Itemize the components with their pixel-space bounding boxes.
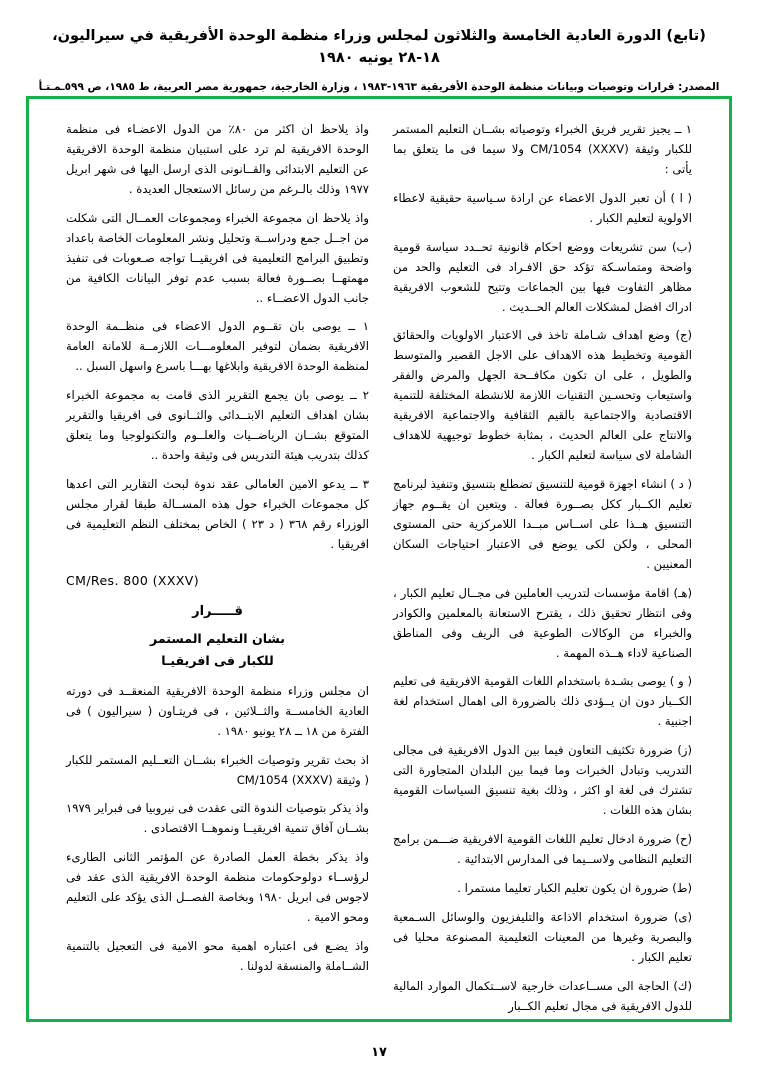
paragraph: واذ يضـع فى اعتباره اهمية محو الامية فى التعجيل بالتنمية الشــاملة والمنسقة لدولنا . [66,939,369,973]
page-number: ١٧ [371,1045,387,1060]
paragraph: واذ يذكر بتوصيات الندوة التى عقدت فى نيروبيا فى فبراير ١٩٧٩ بشــان آفاق تنمية افريقيــا ونموهــا الاقتصادى . [66,801,369,836]
paragraph: ١ ــ يجيز تقرير فريق الخبراء وتوصياته بشــان التعليم المستمر للكبار وثيقة (CM/1054 (XXXV ولا سيما فى ما يتعلق بما يأتى : [393,122,693,176]
content-columns [34,104,724,1014]
resolution-subtitle-line-2: للكبار فى افريقيـا [161,652,274,668]
paragraph: (ب) سن تشريعات ووضع احكام قانونية تحــدد سياسة قومية واضحة ومتماسـكة تؤكد حق الافـراد فى التعليم والحد من مظاهر التفاوت فيها بين الجماعات وتتيح للشعوب الافريقية ادراك افضل لمشكلات العالم الحــديث . [393,239,692,314]
resolution-heading: قـــــرار [192,603,243,619]
paragraph: واذ يلاحظ ان اكثر من ٨٠٪ من الدول الاعضـاء فى منظمة الوحدة الافريقية لم ترد على استبيان منظمة الوحدة الافريقية عن التعليم الابتدائى والقــانونى الذى ارسل اليها فى شهر ابريل ١٩٧٧ وذلك بالـرغم من رسائل الاستعجال العديدة . [66,122,369,196]
paragraph: ( و ) يوصى بشـدة باستخدام اللغات القومية الافريقية فى تعليم الكــبار دون ان يــؤدى ذلك بالضرورة الى اهمال استخدام لغة اجنبية . [393,674,692,729]
paragraph: ٣ ــ يدعو الامين العامالى عقد ندوة لبحث التقارير التى اعدها كل مجموعات الخبراء حول هذه المســالة طبقا لقرار مجلس الوزراء رقم ٣٦٨ ( د ٢٣ ) الخاص بمختلف النظم التعليمية فى افريقيا . [66,477,369,551]
page-header [0,0,758,95]
paragraph: (ط) ضرورة ان يكون تعليم الكبار تعليما مستمرا . [457,880,692,895]
resolution-subtitle-line-1: بشان التعليم المستمر [150,630,285,646]
paragraph: (ز) ضرورة تكثيف التعاون فيما بين الدول الافريقية فى مجالى التدريب وتبادل الخبرات وما فيما بين البلدان المتجاورة التى تشترك فى لغة او اكثر ، وذلك بغية تنسيق السياسات القومية بشان هذه اللغات . [393,743,692,818]
source-line: المصدر: قرارات وتوصيات وبيانات منظمة الوحدة الأفريقية ١٩٦٣-١٩٨٣ ، وزارة الخارجية، جمهورية مصر العربية، ط ١٩٨٥، ص ٥٩٩ـمـتـأ [38,80,720,93]
left-column [52,118,379,1000]
paragraph: واذ يلاحظ ان مجموعة الخبراء ومجموعات العمــال التى شكلت من اجــل جمع ودراســة وتحليل ونشر المعلومات الخاصة باعداد وتطبيق البرامج التعليمية فى افريقيــا تواجه صـعوبات فى تنفيذ مهمتهــا بصــورة فعالة بسبب عدم توفر البيانات الكافية من جانب الدول الاعضــاء .. [66,210,369,305]
resolution-code: CM/Res. 800 (XXXV) [66,572,200,588]
right-column [379,118,706,1013]
paragraph: ٢ ــ يوصى بان يجمع التقرير الذى قامت به مجموعة الخبراء بشان اهداف التعليم الابتــدائى والثــانوى فى افريقيا والتقرير المتوقع بشــان الرياضــيات والعلــوم والتكنولوجيا وما يتعلق كذلك بتدريب هيئة التدريس فى وثيقة واحدة .. [66,388,369,463]
paragraph: (ج) وضع اهداف شـاملة تاخذ فى الاعتبار الاولويات والحقائق القومية وتخطيط هذه الاهداف على الاجل القصير والمتوسط والطويل ، على ان تكون مكافــحة الجهل والمرض والفقر واستيعاب وتحسـين التقنيات اللازمة للانشطة المختلفة للتنمية الاقتصادية والاجتماعية بالقيم الثقافية والاجتماعية الافريقية والانتاج على العالم الحديث ، بمثابة خطوط توجيهية للاهداف الشاملة لاى سياسة لتعليم الكبار . [393,328,692,463]
paragraph: ١ ــ يوصى بان تقــوم الدول الاعضاء فى منظــمة الوحدة الافريقية بضمان لتوفير المعلومـــات اللازمــة للامانة العامة لمنظمة الوحدة الافريقية وابلاغها بهـــا باسرع واسهل السبل .. [66,319,369,374]
page-title: (تابع) الدورة العادية الخامسة والثلاثون لمجلس وزراء منظمة الوحدة الأفريقية في سيراليون، ١٨-٢٨ يونيه ١٩٨٠ [52,28,706,66]
paragraph: ( ا ) أن تعبر الدول الاعضاء عن ارادة سـياسية حقيقية لاعطاء الاولوية لتعليم الكبار . [393,190,692,225]
paragraph: ( د ) انشاء اجهزة قومية للتنسيق تضطلع بتنسيق وتنفيذ لبرنامج تعليم الكــبار ككل بصــورة فعالة . ويتعين ان يقــوم جهاز التنسيق هــذا على اســاس مبــدا اللامركزية حتى المستوى المحلى ، ولكن لكى يوضع فى الاعتبار احتياجات السكان المعنيين . [393,477,692,571]
paragraph: (هـ) اقامة مؤسسات لتدريب العاملين فى مجــال تعليم الكبار ، وفى انتظار تحقيق ذلك ، يقترح الاستعانة بالمعلمين والكوادر والخبراء من الوكالات الطوعية فى الريف وفى المناطق الصناعية لاداء هــذه المهمة . [393,585,692,660]
paragraph: اذ بحث تقرير وتوصيات الخبراء بشــان التعــليم المستمر للكبار ( وثيقة (CM/1054 (XXXV [66,752,369,787]
paragraph: (ك) الحاجة الى مســاعدات خارجية لاســتكمال الموارد المالية للدول الافريقية فى مجال تعليم الكــبار [393,978,692,1013]
paragraph: واذ يذكر بخطة العمل الصادرة عن المؤتمر الثانى الطارىء لرؤســاء دولوحكومات منظمة الوحدة الافريقية الذى عقد فى لاجوس فى ابريل ١٩٨٠ وبخاصة الفصــل الذى يؤكد على التعليم ومحو الامية . [66,850,369,925]
paragraph: (ى) ضرورة استخدام الاذاعة والتليفزيون والوسائل السـمعية والبصرية وغيرها من المعينات التعليمية المصنوعة محليا فى تعليم الكبار . [393,909,692,964]
paragraph: ان مجلس وزراء منظمة الوحدة الافريقية المنعقــد فى دورته العادية الخامســة والثــلاثين ، فى فريتـاون ( سيراليون ) فى الفترة من ١٨ ــ ٢٨ يونيو ١٩٨٠ . [66,683,369,738]
paragraph: (ح) ضرورة ادخال تعليم اللغات القومية الافريقية ضـــمن برامج التعليم النظامى ولاســيما فى المدارس الابتدائية . [393,832,692,866]
